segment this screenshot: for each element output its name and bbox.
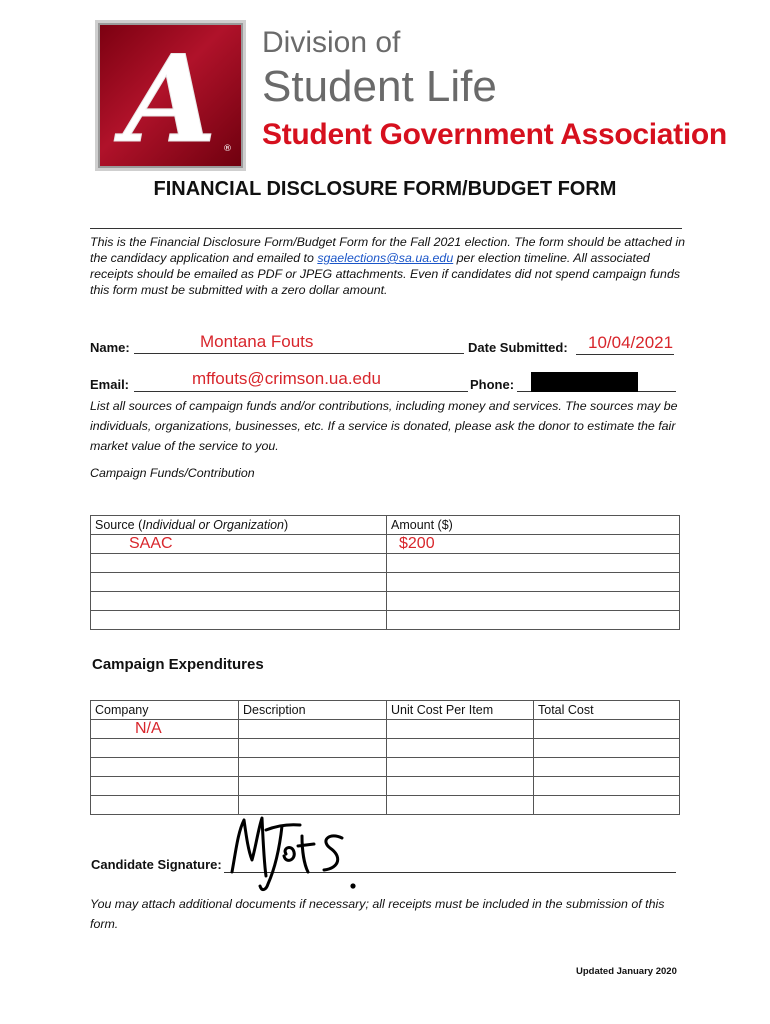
email-field[interactable] bbox=[134, 369, 468, 392]
handwritten-signature bbox=[222, 810, 372, 900]
campaign-funds-caption: Campaign Funds/Contribution bbox=[90, 466, 255, 480]
company-column-header: Company bbox=[91, 701, 239, 720]
form-title: FINANCIAL DISCLOSURE FORM/BUDGET FORM bbox=[153, 178, 617, 200]
intro-text-2: per election timeline. All associated receipts should be emailed as PDF or JPEG attachments. Even if candidates did not spend campaign funds this form must be submitted with a zero dollar amount. bbox=[90, 251, 681, 297]
table-row bbox=[91, 720, 680, 739]
ua-logo bbox=[95, 20, 246, 171]
company-cell[interactable] bbox=[91, 739, 239, 758]
unit-cost-column-header: Unit Cost Per Item bbox=[387, 701, 534, 720]
phone-redaction bbox=[531, 372, 638, 392]
candidate-signature-label: Candidate Signature: bbox=[91, 857, 222, 872]
unit-cost-cell[interactable] bbox=[387, 720, 534, 739]
sources-instructions: List all sources of campaign funds and/or contributions, including money and services. The sources may be individuals, organizations, businesses, etc. If a service is donated, please ask the donor to estimate the fair market value of the service to you. bbox=[90, 399, 678, 453]
unit-cost-cell[interactable] bbox=[387, 739, 534, 758]
description-column-header: Description bbox=[239, 701, 387, 720]
amount-cell[interactable] bbox=[387, 573, 680, 592]
source-cell[interactable]: SAAC bbox=[91, 535, 387, 554]
updated-date: Updated January 2020 bbox=[576, 966, 677, 977]
unit-cost-cell[interactable] bbox=[387, 796, 534, 815]
email-label: Email: bbox=[90, 377, 130, 392]
sga-text: Student Government Association bbox=[262, 118, 727, 151]
name-field[interactable] bbox=[134, 331, 464, 354]
description-cell[interactable] bbox=[239, 777, 387, 796]
name-value: Montana Fouts bbox=[200, 332, 314, 351]
date-submitted-field[interactable] bbox=[576, 333, 674, 355]
date-submitted-label: Date Submitted: bbox=[468, 340, 568, 355]
table-header-row bbox=[91, 516, 680, 535]
campaign-expenditures-heading: Campaign Expenditures bbox=[92, 656, 264, 673]
intro-paragraph bbox=[90, 234, 690, 298]
table-row bbox=[91, 739, 680, 758]
table-header-row bbox=[91, 701, 680, 720]
amount-cell[interactable] bbox=[387, 592, 680, 611]
table-row bbox=[91, 758, 680, 777]
attach-note: You may attach additional documents if necessary; all receipts must be included in the submission of this form. bbox=[90, 897, 665, 931]
total-cost-column-header: Total Cost bbox=[534, 701, 680, 720]
amount-cell[interactable] bbox=[387, 554, 680, 573]
table-row bbox=[91, 592, 680, 611]
total-cost-cell[interactable] bbox=[534, 777, 680, 796]
total-cost-cell[interactable] bbox=[534, 796, 680, 815]
logo-letter: A bbox=[123, 29, 217, 168]
amount-column-header: Amount ($) bbox=[387, 516, 680, 535]
total-cost-cell[interactable] bbox=[534, 739, 680, 758]
amount-cell[interactable]: $200 bbox=[387, 535, 680, 554]
amount-cell[interactable] bbox=[387, 611, 680, 630]
source-cell[interactable] bbox=[91, 554, 387, 573]
source-column-header: Source (Individual or Organization) bbox=[91, 516, 387, 535]
source-cell[interactable] bbox=[91, 592, 387, 611]
phone-field[interactable] bbox=[517, 374, 676, 392]
description-cell[interactable] bbox=[239, 720, 387, 739]
email-value: mffouts@crimson.ua.edu bbox=[192, 369, 381, 388]
sga-elections-email-link[interactable]: sgaelections@sa.ua.edu bbox=[317, 251, 454, 265]
company-cell[interactable] bbox=[91, 796, 239, 815]
funds-table bbox=[90, 515, 680, 630]
date-submitted-value: 10/04/2021 bbox=[588, 333, 674, 352]
source-cell[interactable] bbox=[91, 611, 387, 630]
table-row bbox=[91, 535, 680, 554]
title-divider bbox=[90, 228, 682, 229]
total-cost-cell[interactable] bbox=[534, 720, 680, 739]
phone-label: Phone: bbox=[470, 377, 515, 392]
table-row bbox=[91, 573, 680, 592]
unit-cost-cell[interactable] bbox=[387, 758, 534, 777]
company-cell[interactable]: N/A bbox=[91, 720, 239, 739]
source-cell[interactable] bbox=[91, 573, 387, 592]
student-life-text: Student Life bbox=[262, 62, 497, 111]
total-cost-cell[interactable] bbox=[534, 758, 680, 777]
unit-cost-cell[interactable] bbox=[387, 777, 534, 796]
description-cell[interactable] bbox=[239, 758, 387, 777]
description-cell[interactable] bbox=[239, 739, 387, 758]
registered-mark: ® bbox=[223, 144, 232, 154]
table-row bbox=[91, 611, 680, 630]
company-cell[interactable] bbox=[91, 758, 239, 777]
intro-text-1: This is the Financial Disclosure Form/Budget Form for the Fall 2021 election. The form should be attached in the candidacy application and emailed to bbox=[90, 235, 686, 265]
division-of-text: Division of bbox=[262, 26, 401, 59]
name-label: Name: bbox=[90, 340, 130, 355]
company-cell[interactable] bbox=[91, 777, 239, 796]
table-row bbox=[91, 777, 680, 796]
expenditures-table bbox=[90, 700, 680, 815]
table-row bbox=[91, 554, 680, 573]
script-a-icon bbox=[98, 23, 243, 168]
table-row bbox=[91, 796, 680, 815]
